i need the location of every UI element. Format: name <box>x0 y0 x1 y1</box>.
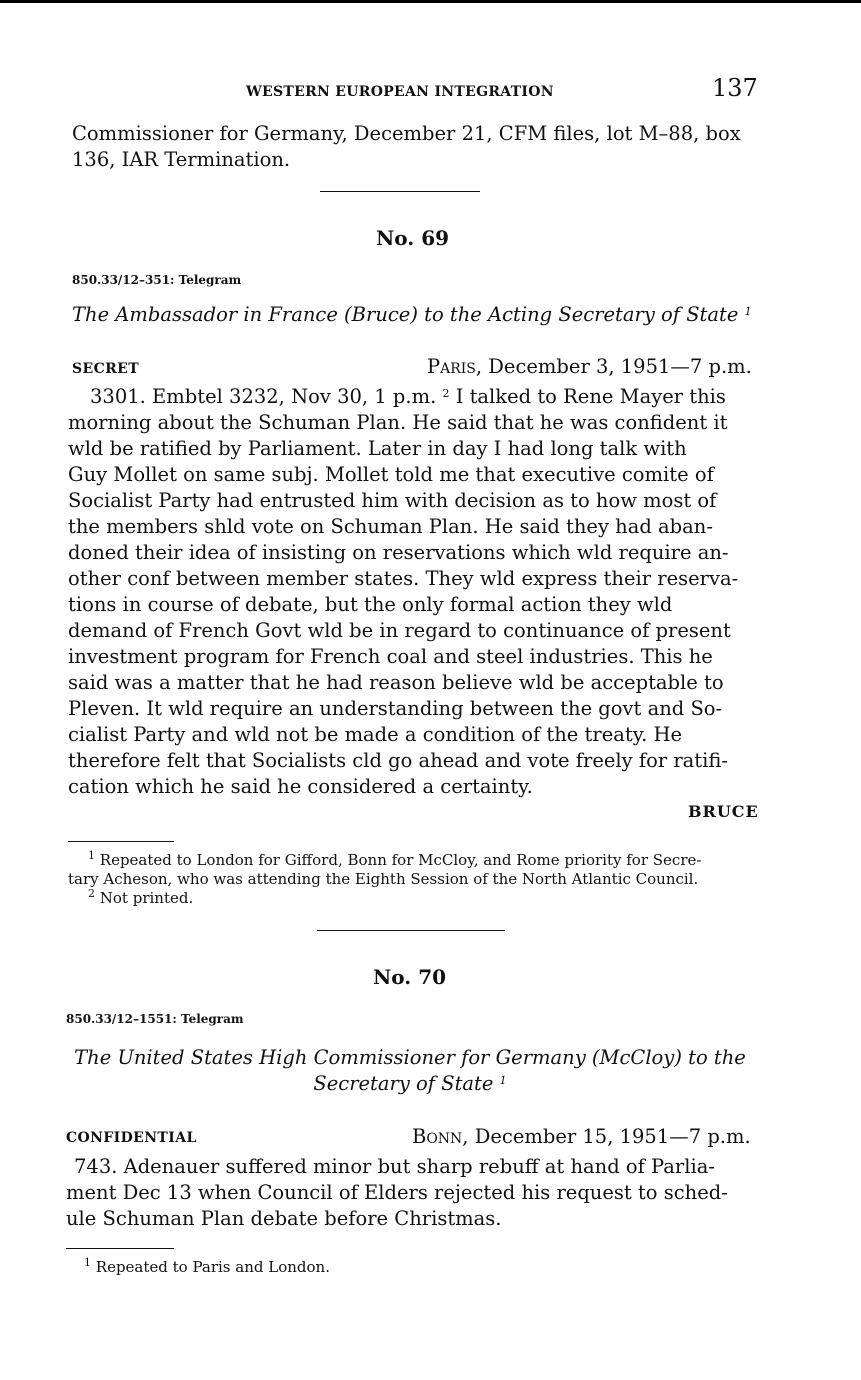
footnote-marker: 1 <box>499 1074 507 1087</box>
document-title <box>66 1045 754 1097</box>
body-line: the members shld vote on Schuman Plan. He said they had aban- <box>68 515 713 538</box>
footnote-marker: 2 <box>442 387 450 400</box>
telegram-body <box>66 1154 728 1232</box>
running-head: WESTERN EUROPEAN INTEGRATION <box>246 84 554 100</box>
footnote <box>68 889 701 908</box>
document-title-line: The United States High Commissioner for Germany (McCloy) to the <box>74 1046 746 1069</box>
body-line: Guy Mollet on same subj. Mollet told me that executive comite of <box>68 463 714 486</box>
footnote-text: Not printed. <box>99 889 194 907</box>
footnote-text: Repeated to London for Gifford, Bonn for McCloy, and Rome priority for Secre- <box>99 851 702 869</box>
body-line: wld be ratified by Parliament. Later in day I had long talk with <box>68 437 687 460</box>
body-line: investment program for French coal and steel industries. This he <box>68 645 713 668</box>
footnote-marker: 2 <box>88 887 95 900</box>
body-line: 743. Adenauer suffered minor but sharp rebuff at hand of Parlia- <box>74 1155 715 1178</box>
body-line: tions in course of debate, but the only formal action they wld <box>68 593 673 616</box>
classification: SECRET <box>72 361 140 377</box>
section-divider <box>320 191 480 192</box>
footnote <box>84 1258 330 1277</box>
dateline-date: December 3, 1951—7 p.m. <box>488 355 752 378</box>
body-line: cation which he said he considered a certainty. <box>68 775 533 798</box>
body-line: said was a matter that he had reason believe wld be acceptable to <box>68 671 724 694</box>
footnote-marker: 1 <box>84 1256 91 1269</box>
body-line: other conf between member states. They wld express their reserva- <box>68 567 739 590</box>
footnote <box>68 851 701 870</box>
body-line-text: I talked to Rene Mayer this <box>455 385 726 408</box>
top-border <box>0 0 861 3</box>
dateline-place: Bonn, <box>412 1125 469 1148</box>
document-number: No. 70 <box>373 965 447 989</box>
dateline <box>427 355 752 378</box>
document-title-line <box>66 1071 754 1097</box>
body-line: demand of French Govt wld be in regard to continuance of present <box>68 619 731 642</box>
telegram-body <box>68 384 738 800</box>
footnote-marker: 1 <box>88 849 95 862</box>
signature: BRUCE <box>688 802 759 821</box>
file-reference: 850.33/12–351: Telegram <box>72 273 242 287</box>
footnote-text: Repeated to Paris and London. <box>95 1258 330 1276</box>
section-divider <box>317 930 505 931</box>
body-line: Pleven. It wld require an understanding between the govt and So- <box>68 697 723 720</box>
footnotes <box>68 851 701 908</box>
page-number: 137 <box>712 74 758 102</box>
body-line-text: 3301. Embtel 3232, Nov 30, 1 p.m. <box>90 385 437 408</box>
body-line: cialist Party and wld not be made a condition of the treaty. He <box>68 723 683 746</box>
dateline-date: December 15, 1951—7 p.m. <box>474 1125 751 1148</box>
document-title-text: The Ambassador in France (Bruce) to the Acting Secretary of State <box>72 303 739 326</box>
continuation-footnote: Commissioner for Germany, December 21, CFM files, lot M–88, box 136, IAR Termination. <box>72 122 741 171</box>
document-title-text: Secretary of State <box>313 1072 494 1095</box>
body-line: doned their idea of insisting on reservations which wld require an- <box>68 541 729 564</box>
file-reference: 850.33/12–1551: Telegram <box>66 1012 244 1026</box>
classification: CONFIDENTIAL <box>66 1130 197 1146</box>
footnote-rule <box>66 1248 174 1249</box>
footnote-line: tary Acheson, who was attending the Eighth Session of the North Atlantic Council. <box>68 870 699 888</box>
document-title <box>72 303 752 326</box>
body-line: morning about the Schuman Plan. He said that he was confident it <box>68 411 728 434</box>
body-line: Socialist Party had entrusted him with decision as to how most of <box>68 489 717 512</box>
body-line <box>68 384 738 410</box>
body-line: ule Schuman Plan debate before Christmas. <box>66 1207 502 1230</box>
body-line: therefore felt that Socialists cld go ahead and vote freely for ratifi- <box>68 749 728 772</box>
body-line: ment Dec 13 when Council of Elders rejected his request to sched- <box>66 1181 728 1204</box>
dateline-place: Paris, <box>427 355 483 378</box>
dateline <box>412 1125 751 1148</box>
footnote-marker: 1 <box>744 305 752 318</box>
document-number: No. 69 <box>376 226 450 250</box>
footnote-rule <box>68 841 174 842</box>
